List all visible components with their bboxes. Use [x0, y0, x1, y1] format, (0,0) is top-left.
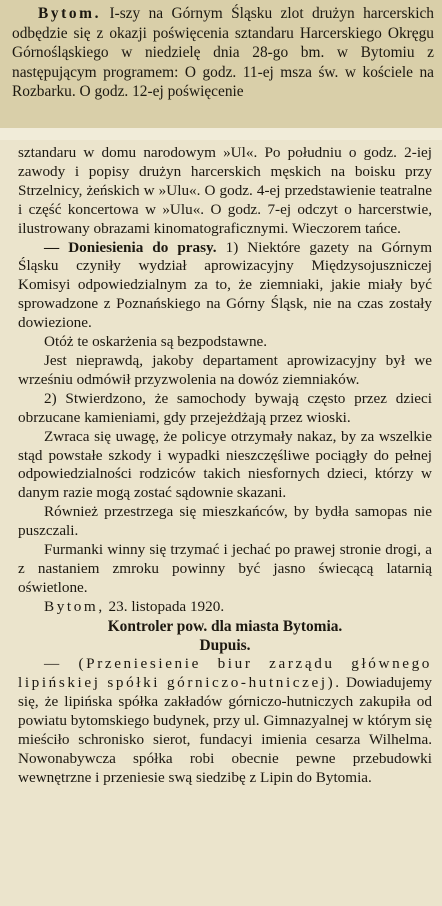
paragraph-9-spaced: — (Przeniesienie biur zarządu głównego lipińskiej spółki górniczo-hutniczej). [18, 655, 432, 691]
top-lead: Bytom. [38, 5, 102, 22]
paragraph-1: sztandaru w domu narodowym »Ul«. Po południu o godz. 2-iej zawody i popisy drużyn harcerskich męskich na boisku przy Strzelnicy, żeńskich w »Ulu«. O godz. 4-ej przedstawienie teatralne i część koncertowa w »Ulu«. O godz. 7-ej odczyt o harcerstwie, ilustrowany obrazami kinomatograficznymi. Wieczorem tańce. [18, 144, 432, 237]
paragraph-2-body: 1) Niektóre gazety na Górnym Śląsku czyniły wydział aprowizacyjny Międzysojuszniczej Komisyi odpowiedzialnym za to, że ziemniaki, jakie miały być sprowadzone z Poznańskiego na Górny Śląsk, nie na czas zostały dowiezione. [18, 238, 433, 332]
paragraph-2-lead: — Doniesienia do prasy. [44, 238, 217, 256]
paragraph-9-body: Dowiadujemy się, że lipińska spółka zakładów górniczo-hutniczych zakupiła od powiatu bytomskiego budynek, przy ul. Gimnazyalnej w którym się mieściło schronisko sierot, fundacyi imienia cesarza Wilhelma. Nowonabywcza spółka robi obecnie pewne przebudowki wewnętrzne i przeniesie swą siedzibę z Lipin do Bytomia. [18, 673, 433, 786]
dateline-place: Bytom, [44, 597, 105, 615]
clipping-gap [0, 128, 442, 140]
paragraph-8: Furmanki winny się trzymać i jechać po prawej stronie drogi, a z nastaniem zmroku powinny być jasno świecącą latarnią oświetlone. [18, 541, 432, 596]
dateline [18, 598, 432, 617]
dateline-date: 23. listopada 1920. [108, 597, 225, 615]
paragraph-9 [18, 655, 432, 787]
top-paragraph [12, 4, 434, 102]
main-column [0, 140, 442, 906]
signature-name: Dupuis. [199, 636, 251, 654]
signature-title: Kontroler pow. dla miasta Bytomia. [107, 617, 343, 635]
paragraph-7: Również przestrzega się mieszkańców, by bydła samopas nie puszczali. [18, 503, 432, 540]
top-clipping [0, 0, 442, 128]
paragraph-2 [18, 239, 432, 334]
paragraph-5: 2) Stwierdzono, że samochody bywają często przez dzieci obrzucane kamieniami, gdy przejeżdżają przez wioski. [18, 389, 432, 426]
paragraph-4: Jest nieprawdą, jakoby departament aprowizacyjny był we wrześniu odmówił przyzwolenia na dowóz ziemniaków. [18, 351, 432, 388]
paragraph-6: Zwraca się uwagę, że policye otrzymały nakaz, by za wszelkie stąd powstałe szkody i wypadki nieszczęśliwe pociągły do pełnej odpowiedzialności rodziców takich niesfornych dzieci, którzy w danym razie mogą zostać sądownie skazani. [18, 427, 432, 502]
paragraph-3: Otóż te oskarżenia są bezpodstawne. [44, 333, 268, 351]
top-body: I-szy na Górnym Śląsku zlot drużyn harcerskich odbędzie się z okazji poświęcenia sztandaru Harcerskiego Okręgu Górnośląskiego w niedzielę dnia 28-go bm. w Bytomiu z następującym programem: O godz. 11-ej msza św. w kościele na Rozbarku. O godz. 12-ej poświęcenie [12, 5, 434, 101]
